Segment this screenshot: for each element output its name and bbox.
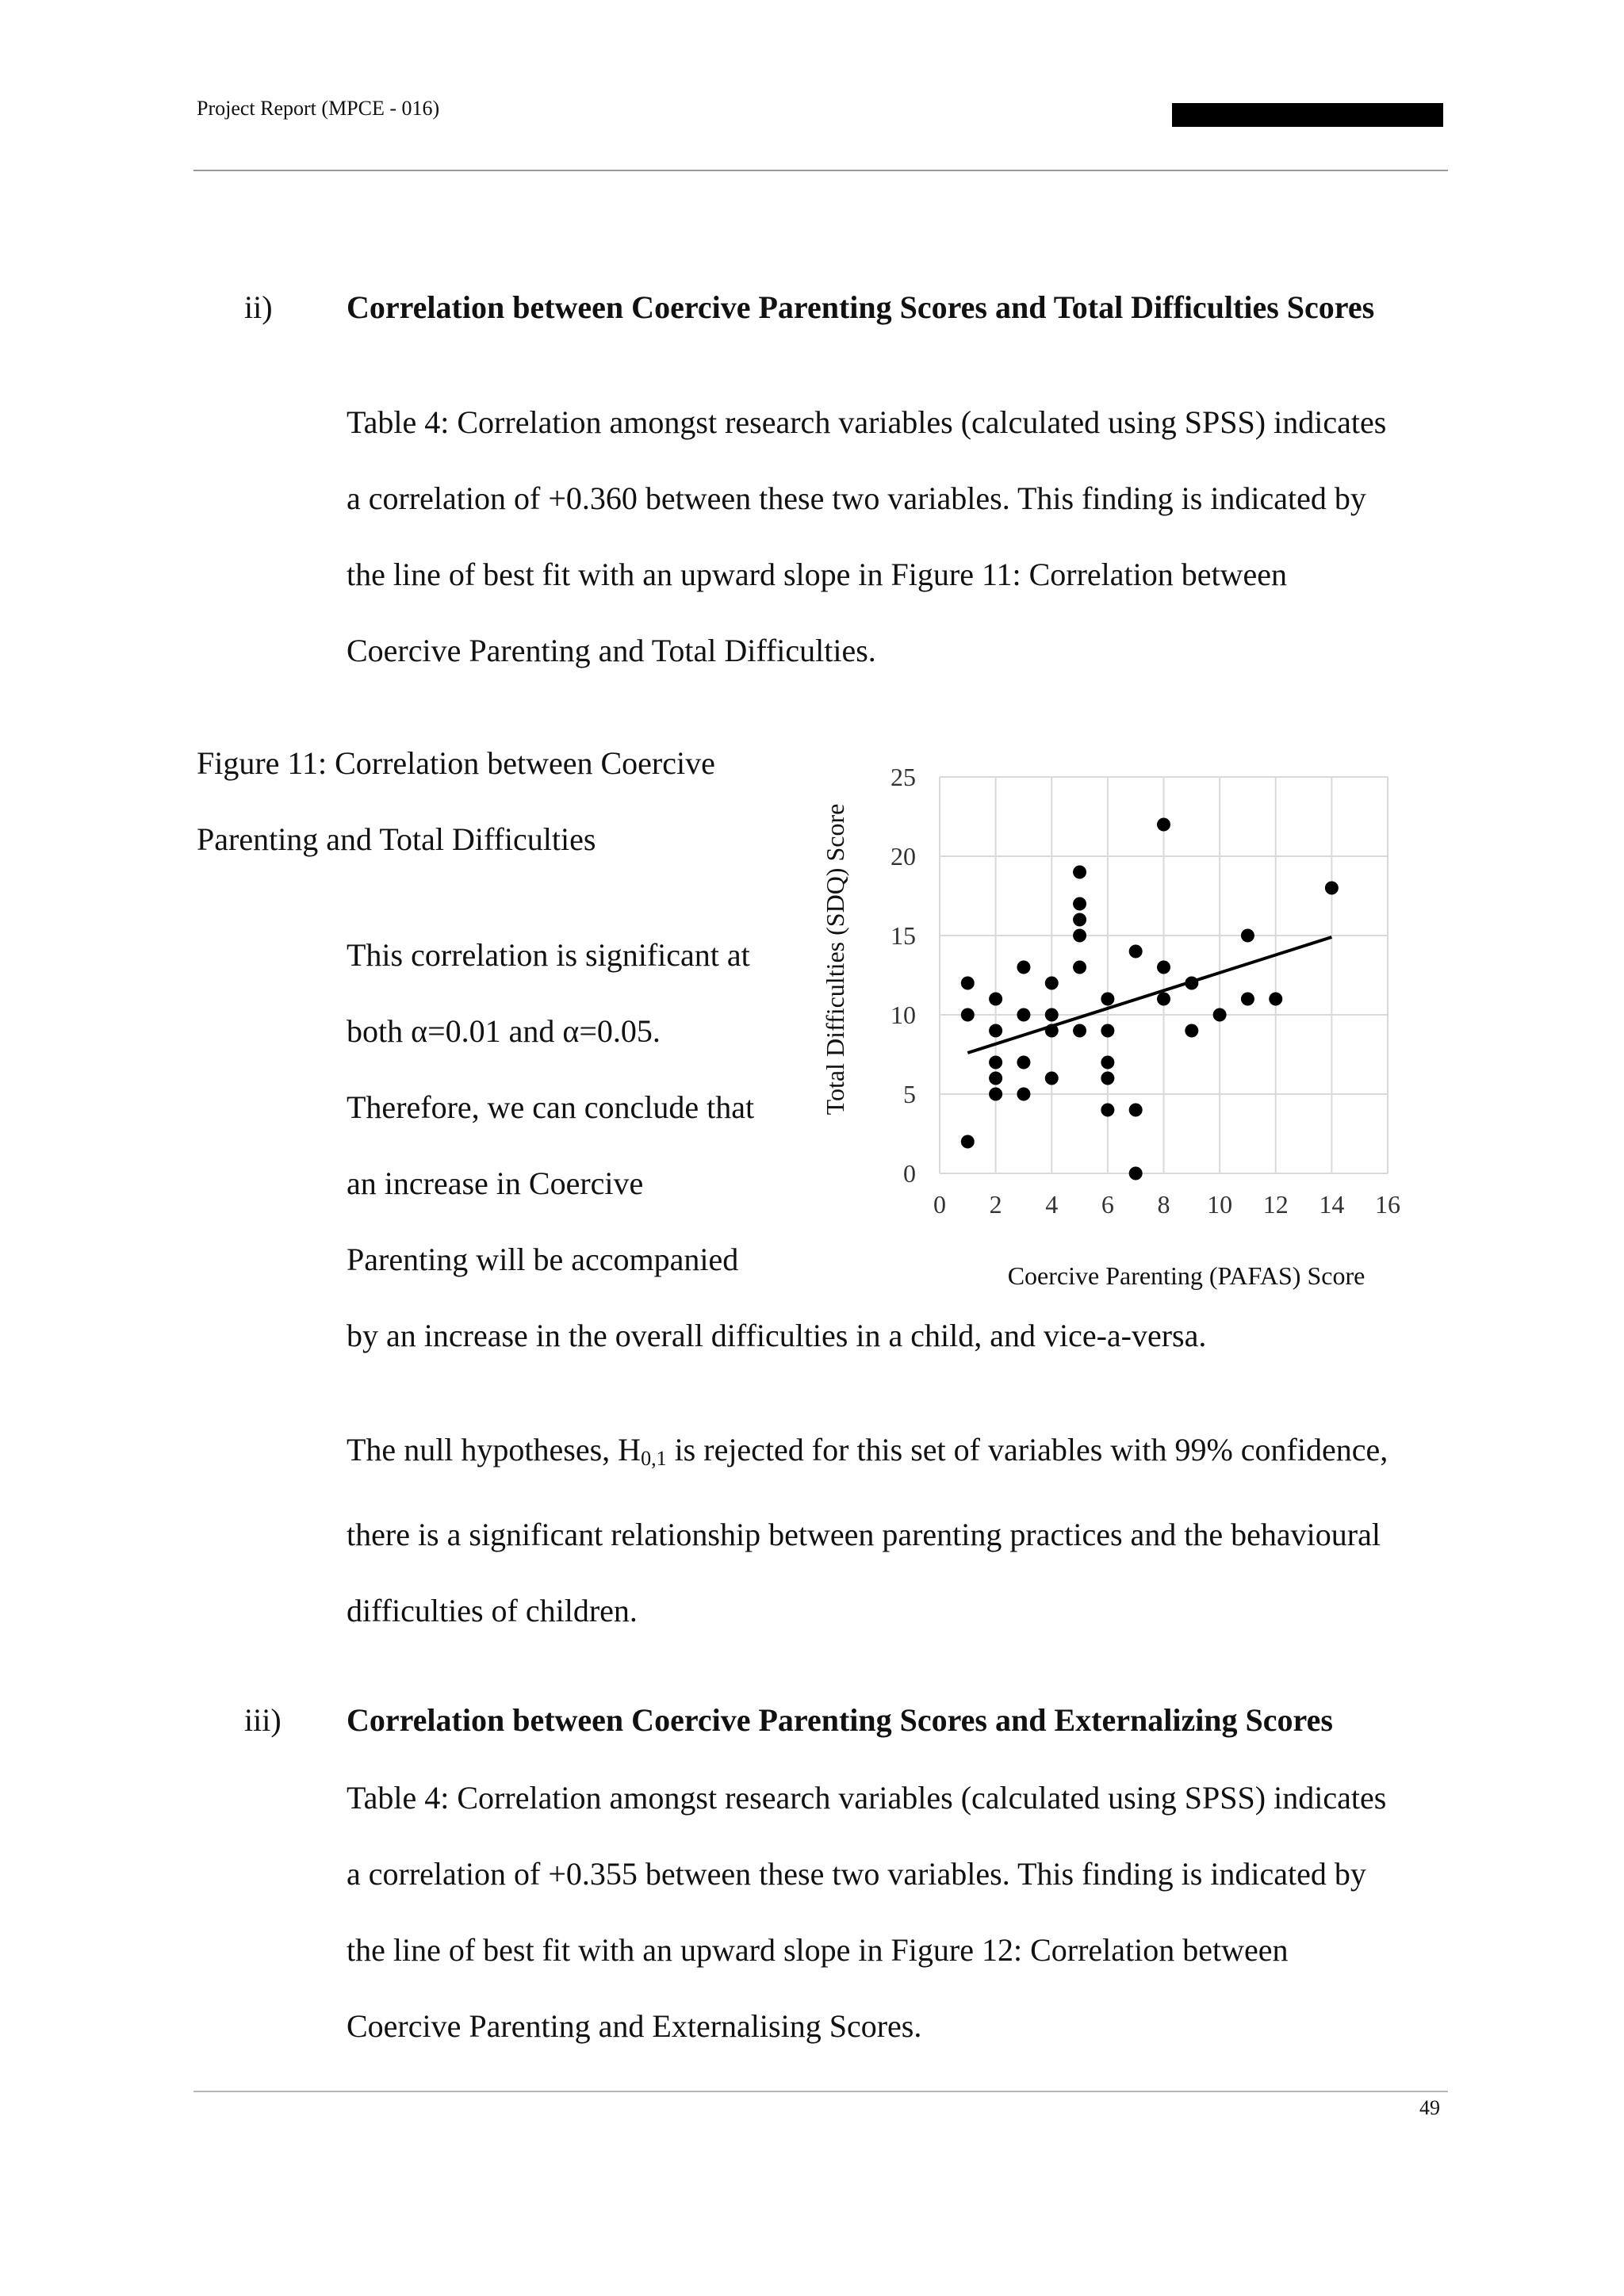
x-tick-label: 10: [1207, 1190, 1233, 1219]
scatter-point: [961, 1135, 975, 1149]
scatter-point: [1185, 1024, 1198, 1038]
y-tick-label: 25: [891, 763, 916, 791]
scatter-point: [961, 977, 975, 990]
scatter-point: [1101, 1056, 1114, 1070]
continuation-line: by an increase in the overall difficulties in a child, and vice-a-versa.: [347, 1318, 1207, 1353]
caption-line: Parenting and Total Difficulties: [197, 821, 596, 857]
scatter-point: [1017, 1088, 1030, 1101]
report-header-title: Project Report (MPCE - 016): [197, 97, 440, 120]
scatter-point: [989, 1056, 1002, 1070]
section-iii-number: iii): [244, 1702, 282, 1738]
scatter-point: [1185, 977, 1198, 990]
side-text-line: Parenting will be accompanied: [347, 1242, 739, 1277]
paragraph-line: a correlation of +0.355 between these two variables. This finding is indicated by: [347, 1856, 1366, 1892]
hypothesis-line-1: [347, 1412, 1388, 1497]
x-tick-label: 6: [1101, 1190, 1114, 1219]
scatter-point: [1073, 961, 1086, 974]
scatter-point: [1045, 977, 1059, 990]
paragraph-line: Coercive Parenting and Externalising Scores.: [347, 2008, 922, 2044]
scatter-point: [1129, 945, 1143, 959]
y-tick-label: 5: [903, 1080, 916, 1108]
hypothesis-line-2: there is a significant relationship between parenting practices and the behavioural: [347, 1517, 1381, 1552]
page-number: 49: [1419, 2096, 1440, 2119]
side-text-line: an increase in Coercive: [347, 1165, 644, 1201]
paragraph-line: Table 4: Correlation amongst research variables (calculated using SPSS) indicates: [347, 404, 1387, 440]
chart-grid: [940, 777, 1388, 1173]
figure-11-caption: [197, 725, 715, 878]
scatter-point: [961, 1008, 975, 1022]
scatter-point: [1017, 1056, 1030, 1070]
scatter-point: [1213, 1008, 1227, 1022]
null-hypothesis-paragraph: [347, 1412, 1388, 1649]
caption-line: Figure 11: Correlation between Coercive: [197, 745, 715, 781]
scatter-point: [1045, 1008, 1059, 1022]
scatter-point: [1129, 1104, 1143, 1117]
paragraph-line: the line of best fit with an upward slope in Figure 11: Correlation between: [347, 557, 1288, 592]
y-tick-label: 10: [891, 1001, 916, 1029]
scatter-point: [1073, 897, 1086, 911]
header-divider: [193, 170, 1448, 171]
scatter-point: [1157, 818, 1170, 832]
hypothesis-text-end: is rejected for this set of variables with 99% confidence,: [666, 1432, 1388, 1468]
hypothesis-text-start: The null hypotheses, H: [347, 1432, 642, 1468]
scatter-point: [1157, 961, 1170, 974]
section-ii-title: Correlation between Coercive Parenting Scores and Total Difficulties Scores: [347, 289, 1375, 325]
x-tick-label: 14: [1319, 1190, 1345, 1219]
paragraph-line: the line of best fit with an upward slope in Figure 12: Correlation between: [347, 1932, 1289, 1968]
x-axis-label: Coercive Parenting (PAFAS) Score: [1007, 1261, 1365, 1290]
scatter-point: [1157, 993, 1170, 1006]
x-tick-label: 4: [1045, 1190, 1059, 1219]
hypothesis-subscript: 0,1: [641, 1447, 667, 1470]
scatter-point: [1101, 993, 1114, 1006]
x-tick-label: 0: [933, 1190, 946, 1219]
scatter-chart: [817, 745, 1443, 1300]
redaction-bar: [1172, 103, 1443, 127]
side-text-line: Therefore, we can conclude that: [347, 1089, 755, 1125]
x-tick-label: 8: [1157, 1190, 1170, 1219]
chart-ticks: [891, 763, 1400, 1219]
x-tick-label: 2: [989, 1190, 1002, 1219]
paragraph-line: Table 4: Correlation amongst research variables (calculated using SPSS) indicates: [347, 1780, 1387, 1816]
scatter-point: [1101, 1104, 1114, 1117]
section-ii-number: ii): [244, 289, 273, 325]
scatter-point: [1045, 1072, 1059, 1085]
side-text-line: both α=0.01 and α=0.05.: [347, 1013, 661, 1049]
scatter-point: [1073, 913, 1086, 927]
scatter-point: [989, 1024, 1002, 1038]
scatter-point: [989, 993, 1002, 1006]
hypothesis-line-3: difficulties of children.: [347, 1593, 638, 1628]
section-iii-paragraph: [347, 1760, 1386, 2064]
footer-divider: [193, 2091, 1448, 2092]
scatter-point: [1017, 1008, 1030, 1022]
scatter-point: [1269, 993, 1282, 1006]
scatter-point: [1241, 929, 1254, 943]
y-tick-label: 20: [891, 842, 916, 871]
x-tick-label: 12: [1262, 1190, 1289, 1219]
y-tick-label: 0: [903, 1159, 916, 1188]
side-text-line: This correlation is significant at: [347, 937, 750, 973]
scatter-point: [1073, 866, 1086, 879]
paragraph-line: a correlation of +0.360 between these two variables. This finding is indicated by: [347, 480, 1366, 516]
y-axis-label: Total Difficulties (SDQ) Score: [821, 803, 849, 1115]
scatter-point: [1073, 929, 1086, 943]
scatter-point: [1073, 1024, 1086, 1038]
scatter-point: [1101, 1072, 1114, 1085]
paragraph-line: Coercive Parenting and Total Difficulties.: [347, 633, 876, 668]
x-tick-label: 16: [1375, 1190, 1400, 1219]
section-iii-title: Correlation between Coercive Parenting Scores and Externalizing Scores: [347, 1702, 1333, 1738]
scatter-point: [1241, 993, 1254, 1006]
scatter-point: [1325, 882, 1339, 895]
scatter-point: [1101, 1024, 1114, 1038]
scatter-point: [989, 1088, 1002, 1101]
y-tick-label: 15: [891, 921, 916, 950]
chart-points: [961, 818, 1339, 1181]
scatter-point: [1129, 1167, 1143, 1181]
scatter-point: [1045, 1024, 1059, 1038]
scatter-point: [989, 1072, 1002, 1085]
section-ii-paragraph: [347, 385, 1386, 689]
scatter-point: [1017, 961, 1030, 974]
